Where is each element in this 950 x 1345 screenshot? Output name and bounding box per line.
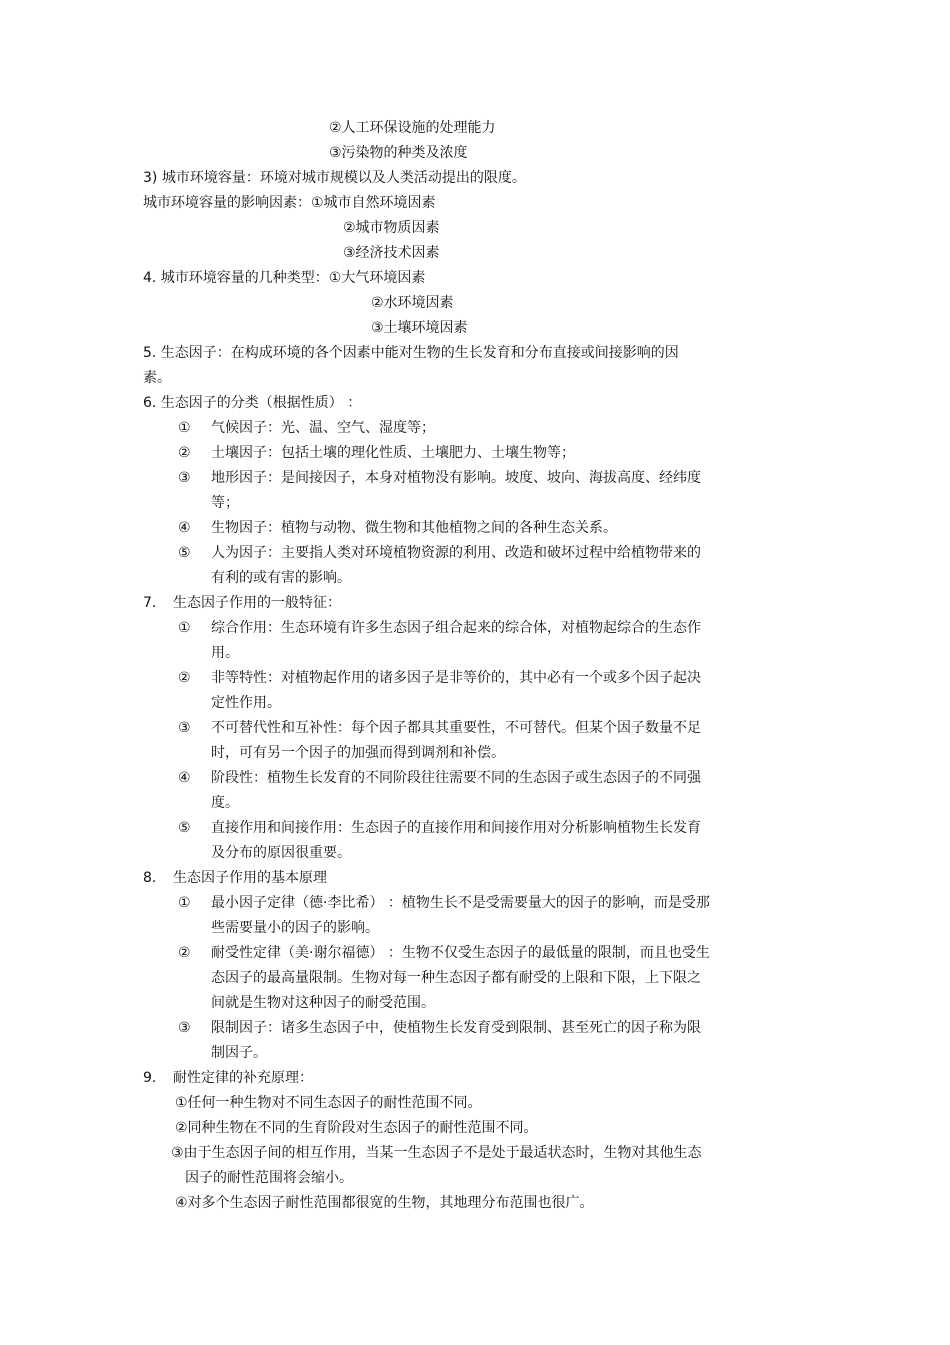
text-line: ③土壤环境因素 <box>371 320 468 336</box>
list-marker: ③ <box>178 470 191 486</box>
section-heading: 4. 城市环境容量的几种类型：①大气环境因素 <box>143 270 426 286</box>
section-number: 7. <box>143 595 157 611</box>
list-item: ②同种生物在不同的生育阶段对生态因子的耐性范围不同。 <box>175 1120 538 1136</box>
list-item: 生物因子：植物与动物、微生物和其他植物之间的各种生态关系。 <box>211 520 617 536</box>
list-marker: ④ <box>178 770 191 786</box>
section-number: 8. <box>143 870 157 886</box>
list-item: 直接作用和间接作用：生态因子的直接作用和间接作用对分析影响植物生长发育 <box>211 820 701 836</box>
list-item-continuation: 时，可有另一个因子的加强而得到调剂和补偿。 <box>211 745 505 761</box>
list-item-continuation: 等； <box>211 495 239 511</box>
list-marker: ① <box>178 420 191 436</box>
list-item-continuation: 及分布的原因很重要。 <box>211 845 351 861</box>
text-line: ②人工环保设施的处理能力 <box>329 120 496 136</box>
list-item: 土壤因子：包括土壤的理化性质、土壤肥力、土壤生物等； <box>211 445 575 461</box>
list-item-continuation: 间就是生物对这种因子的耐受范围。 <box>211 995 435 1011</box>
section-heading: 6. 生态因子的分类（根据性质） ： <box>143 395 362 411</box>
list-item: 最小因子定律（德·李比希） ：植物生长不是受需要量大的因子的影响，而是受那 <box>211 895 710 911</box>
list-item-continuation: 态因子的最高量限制。生物对每一种生态因子都有耐受的上限和下限，上下限之 <box>211 970 701 986</box>
list-item-continuation: 因子的耐性范围将会缩小。 <box>185 1170 353 1186</box>
list-item: ①任何一种生物对不同生态因子的耐性范围不同。 <box>175 1095 482 1111</box>
list-item-continuation: 制因子。 <box>211 1045 267 1061</box>
list-item-continuation: 有利的或有害的影响。 <box>211 570 351 586</box>
section-heading: 5. 生态因子：在构成环境的各个因素中能对生物的生长发育和分布直接或间接影响的因 <box>143 345 679 361</box>
list-marker: ⑤ <box>178 545 191 561</box>
list-item: 阶段性：植物生长发育的不同阶段往往需要不同的生态因子或生态因子的不同强 <box>211 770 701 786</box>
text-line: 城市环境容量的影响因素：①城市自然环境因素 <box>143 195 436 211</box>
list-item: 非等特性：对植物起作用的诸多因子是非等价的，其中必有一个或多个因子起决 <box>211 670 701 686</box>
list-marker: ④ <box>178 520 191 536</box>
list-item: 地形因子：是间接因子，本身对植物没有影响。坡度、坡向、海拔高度、经纬度 <box>211 470 701 486</box>
section-heading: 3) 城市环境容量：环境对城市规模以及人类活动提出的限度。 <box>143 170 526 186</box>
list-item-continuation: 用。 <box>211 645 239 661</box>
list-item-continuation: 度。 <box>211 795 239 811</box>
list-marker: ② <box>178 945 191 961</box>
list-item-continuation: 定性作用。 <box>211 695 281 711</box>
text-line: ③污染物的种类及浓度 <box>329 145 468 161</box>
section-heading: 耐性定律的补充原理： <box>173 1070 313 1086</box>
list-marker: ② <box>178 670 191 686</box>
text-line: 素。 <box>143 370 171 386</box>
list-item: 耐受性定律（美·谢尔福德） ：生物不仅受生态因子的最低量的限制，而且也受生 <box>211 945 710 961</box>
list-marker: ③ <box>178 1020 191 1036</box>
list-marker: ⑤ <box>178 820 191 836</box>
list-marker: ② <box>178 445 191 461</box>
list-marker: ① <box>178 620 191 636</box>
list-item: ④对多个生态因子耐性范围都很宽的生物，其地理分布范围也很广。 <box>175 1195 594 1211</box>
section-number: 9. <box>143 1070 157 1086</box>
text-line: ②城市物质因素 <box>343 220 440 236</box>
list-item: 限制因子：诸多生态因子中，使植物生长发育受到限制、甚至死亡的因子称为限 <box>211 1020 701 1036</box>
list-item-continuation: 些需要量小的因子的影响。 <box>211 920 379 936</box>
text-line: ②水环境因素 <box>371 295 454 311</box>
list-item: ③由于生态因子间的相互作用，当某一生态因子不是处于最适状态时，生物对其他生态 <box>171 1145 702 1161</box>
list-item: 综合作用：生态环境有许多生态因子组合起来的综合体，对植物起综合的生态作 <box>211 620 701 636</box>
list-item: 不可替代性和互补性：每个因子都具其重要性，不可替代。但某个因子数量不足 <box>211 720 701 736</box>
text-line: ③经济技术因素 <box>343 245 440 261</box>
section-heading: 生态因子作用的一般特征： <box>173 595 341 611</box>
list-marker: ③ <box>178 720 191 736</box>
list-marker: ① <box>178 895 191 911</box>
list-item: 气候因子：光、温、空气、湿度等； <box>211 420 435 436</box>
section-heading: 生态因子作用的基本原理 <box>173 870 327 886</box>
list-item: 人为因子：主要指人类对环境植物资源的利用、改造和破坏过程中给植物带来的 <box>211 545 701 561</box>
